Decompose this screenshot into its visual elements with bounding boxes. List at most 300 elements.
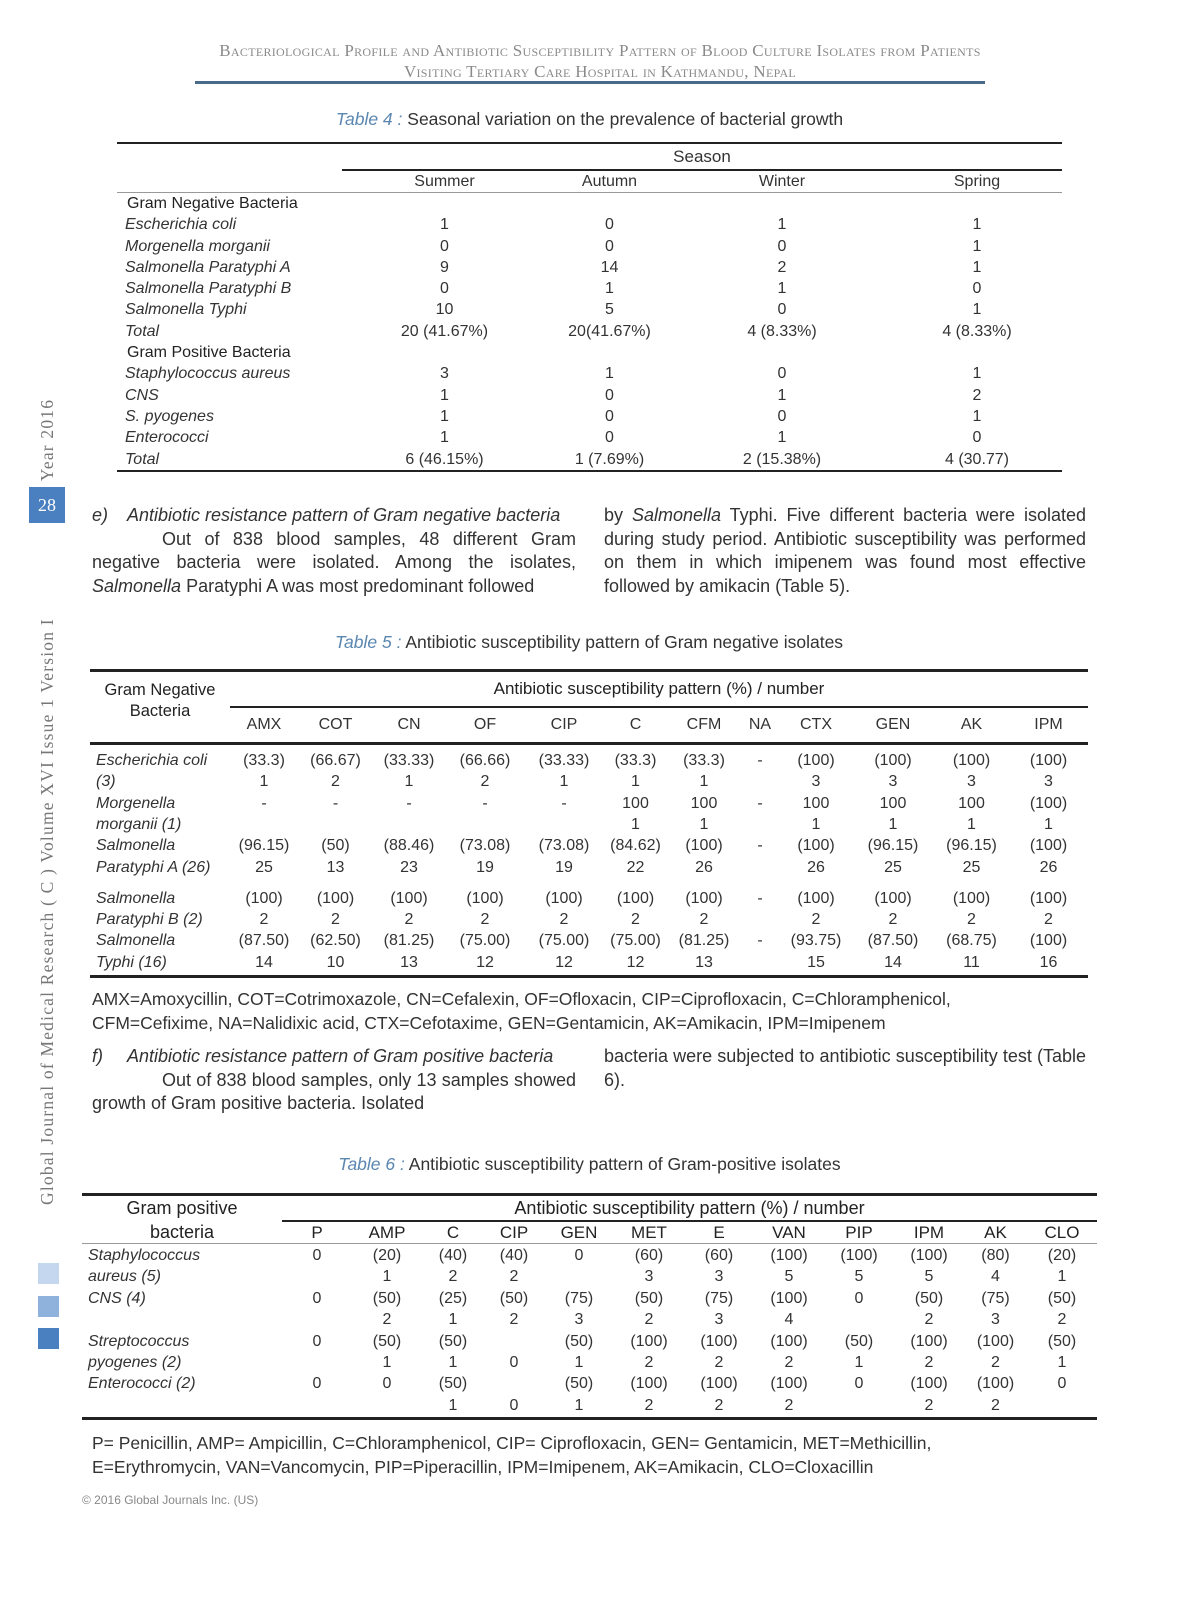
cell: 4 (8.33%) <box>942 322 1012 340</box>
square-medium <box>38 1296 59 1317</box>
cell: (100) <box>1029 889 1068 907</box>
section-f-heading-text: Antibiotic resistance pattern of Gram positive bacteria <box>127 1046 554 1066</box>
cell: (88.46) <box>383 837 435 855</box>
cell: (33.3) <box>683 752 725 769</box>
cell: 0 <box>777 301 787 319</box>
cell <box>352 1395 422 1416</box>
section-e-marker: e) <box>92 505 109 525</box>
table6-col-header: CIP <box>499 1222 529 1242</box>
cell: (100) <box>874 752 912 769</box>
cell <box>824 1395 894 1416</box>
organism-name: Salmonella Paratyphi B <box>125 280 292 298</box>
table4-col-autumn: Autumn <box>581 172 638 190</box>
cell: 0 <box>777 407 787 425</box>
table4-col-spring: Spring <box>953 172 1001 190</box>
running-header-line2: Visiting Tertiary Care Hospital in Kathmandu, Nepal <box>403 62 797 81</box>
table-row <box>117 406 1062 427</box>
cell: (66.67) <box>310 752 361 769</box>
cell: 1 <box>440 216 449 234</box>
cell: 10 <box>435 301 454 319</box>
section-f-col2: bacteria were subjected to antibiotic susceptibility test (Table 6). <box>604 1046 1086 1090</box>
cell: (100) <box>630 1332 668 1350</box>
paragraph-text: Typhi. Five different bacteria were isolated during study period. Antibiotic susceptibility was performed on them in which imipenem was found most effective followed by amikacin (Table 5). <box>604 505 1086 596</box>
cell: 3 <box>888 773 898 791</box>
cell: 1 <box>448 1354 458 1371</box>
organism-name: Escherichia coli <box>96 752 208 769</box>
section-e-heading-text: Antibiotic resistance pattern of Gram negative bacteria <box>127 505 561 525</box>
cell: 1 <box>382 1354 392 1371</box>
cell: 3 <box>440 365 449 383</box>
organism-name: S. pyogenes <box>125 407 214 425</box>
cell: (100) <box>390 889 428 907</box>
table-row <box>82 1266 1097 1287</box>
cell: (50) <box>1047 1289 1077 1307</box>
cell: (73.08) <box>538 837 590 855</box>
organism-name: CNS <box>125 386 159 404</box>
table-row <box>82 1309 1097 1330</box>
table6-title: Antibiotic susceptibility pattern of Gram-positive isolates <box>408 1154 841 1174</box>
section-e-paragraph <box>92 528 576 599</box>
cell <box>373 814 445 835</box>
table6-col-header: P <box>311 1222 323 1242</box>
cell: 2 <box>644 1311 654 1329</box>
cell: (50) <box>438 1375 468 1393</box>
cell: 6 (46.15%) <box>405 450 484 468</box>
cell: 2 <box>259 911 269 929</box>
paragraph-text: Out of 838 blood samples, 48 different Gram negative bacteria were isolated. Among the isolates, <box>92 528 576 572</box>
cell: (100) <box>770 1247 808 1264</box>
organism-name: Salmonella <box>96 889 176 907</box>
cell: 0 <box>605 429 614 447</box>
cell: 1 <box>811 815 821 833</box>
table-row <box>90 793 1088 814</box>
table4-title: Seasonal variation on the prevalence of bacterial growth <box>407 109 844 129</box>
cell: 1 <box>605 280 614 298</box>
cell: 1 <box>777 280 787 298</box>
table4 <box>117 142 1062 472</box>
cell: (80) <box>981 1247 1010 1264</box>
cell: (100) <box>910 1332 948 1350</box>
section-f-marker: f) <box>92 1046 103 1066</box>
cell <box>484 1373 544 1394</box>
organism-name: Salmonella Paratyphi A <box>125 258 291 276</box>
cell: 0 <box>440 237 449 255</box>
table6 <box>82 1193 1097 1244</box>
cell: (100) <box>976 1375 1015 1393</box>
cell: 2 <box>784 1354 794 1371</box>
cell: 1 <box>559 773 569 791</box>
cell: 2 <box>382 1311 392 1329</box>
cell: 1 (7.69%) <box>574 450 645 468</box>
table-row <box>117 428 1062 449</box>
cell: 13 <box>400 953 418 971</box>
cell: 2 <box>924 1396 934 1414</box>
cell <box>824 1309 894 1330</box>
cell: 12 <box>626 953 645 971</box>
cell <box>230 814 298 835</box>
cell: 1 <box>574 1396 584 1414</box>
cell: 1 <box>972 237 982 255</box>
organism-name: Staphylococcus aureus <box>125 365 291 383</box>
cell: (100) <box>770 1332 808 1350</box>
cell: (40) <box>499 1247 529 1264</box>
cell: 0 <box>509 1396 519 1414</box>
cell: 100 <box>879 794 907 812</box>
cell: 0 <box>605 237 614 255</box>
cell: (50) <box>372 1332 402 1350</box>
cell: (100) <box>700 1332 738 1350</box>
cell: 3 <box>714 1268 724 1286</box>
total-label: Total <box>125 450 160 468</box>
organism-name: Paratyphi B (2) <box>96 911 203 929</box>
cell: 2 <box>480 773 490 791</box>
cell: 1 <box>777 429 787 447</box>
cell: 2 <box>924 1354 934 1371</box>
table6-col-header: CLO <box>1044 1222 1080 1242</box>
table5-caption <box>90 632 1088 653</box>
organism-name: Staphylococcus <box>88 1247 201 1264</box>
cell: 15 <box>807 953 825 971</box>
cell: (75.00) <box>459 932 511 950</box>
page-number: 28 <box>29 487 65 523</box>
table5-col-header: IPM <box>1034 715 1063 733</box>
cell: 0 <box>777 237 787 255</box>
cell: (50) <box>438 1332 468 1350</box>
cell: 5 <box>854 1268 864 1286</box>
cell: 1 <box>699 815 709 833</box>
cell: (100) <box>797 837 835 855</box>
table-row <box>90 835 1088 856</box>
cell <box>282 1395 352 1416</box>
cell: (50) <box>564 1332 594 1350</box>
cell: 2 <box>404 911 414 929</box>
cell: 2 <box>967 911 976 929</box>
cell: 2 <box>991 1354 1000 1371</box>
table6-col-header: E <box>713 1222 725 1242</box>
cell: 2 <box>509 1268 519 1286</box>
organism-name: (3) <box>96 773 116 791</box>
cell: (100) <box>797 752 835 769</box>
cell: 1 <box>448 1396 458 1414</box>
organism-name: Salmonella Typhi <box>125 301 247 319</box>
cell: 1 <box>972 407 982 425</box>
cell: (100) <box>976 1332 1015 1350</box>
cell: 0 <box>854 1289 864 1307</box>
cell: (50) <box>844 1332 874 1350</box>
cell: 2 <box>1044 911 1053 929</box>
table5-col-header: CTX <box>800 715 832 733</box>
cell: (100) <box>1029 932 1068 950</box>
cell <box>1027 1395 1097 1416</box>
cell: 3 <box>811 773 821 791</box>
cell: (100) <box>685 837 723 855</box>
cell: 11 <box>963 953 980 971</box>
section-e-col1 <box>92 504 576 598</box>
cell: 26 <box>807 858 825 876</box>
cell: 2 <box>644 1354 654 1371</box>
cell: (33.3) <box>243 752 285 769</box>
sidebar-journal-text: Global Journal of Medical Research ( C ) Volume XVI Issue 1 Version I <box>37 618 57 1205</box>
table5-abbreviations <box>92 988 1092 1035</box>
organism-name <box>82 1309 282 1330</box>
table6-abbreviations <box>92 1432 1092 1479</box>
table-row <box>90 771 1088 792</box>
cell: 3 <box>714 1311 724 1329</box>
cell <box>740 909 780 930</box>
cell: (81.25) <box>383 932 435 950</box>
table6-row-header-1: Gram positive <box>126 1198 238 1218</box>
cell: 0 <box>972 280 982 298</box>
cell: 1 <box>1057 1268 1067 1286</box>
cell: 0 <box>312 1332 322 1350</box>
cell: (25) <box>438 1289 468 1307</box>
cell: - <box>261 794 267 812</box>
sidebar-year: Year 2016 <box>37 398 57 482</box>
cell: 26 <box>695 858 713 876</box>
organism-name: Morgenella morganii <box>125 237 270 255</box>
cell: (100) <box>466 889 504 907</box>
organism-name: Paratyphi A (26) <box>96 858 211 876</box>
organism-name: aureus (5) <box>88 1268 161 1286</box>
cell: 26 <box>1039 858 1058 876</box>
cell: (40) <box>438 1247 468 1264</box>
cell: (100) <box>874 889 912 907</box>
table6-col-header: MET <box>631 1222 667 1242</box>
cell: (75) <box>704 1289 734 1307</box>
table-row <box>82 1331 1097 1352</box>
cell: 2 <box>631 911 640 929</box>
table5-title: Antibiotic susceptibility pattern of Gram negative isolates <box>405 632 844 652</box>
table5-col-header: AMX <box>246 715 282 733</box>
cell: 0 <box>605 216 614 234</box>
cell: 20 (41.67%) <box>400 322 489 340</box>
table-bottom-rule <box>82 1417 1097 1420</box>
table-row <box>90 930 1088 951</box>
cell: (100) <box>700 1375 738 1393</box>
cell: 1 <box>854 1354 864 1371</box>
cell: (60) <box>704 1247 734 1264</box>
cell: 0 <box>605 386 614 404</box>
running-header-line1: Bacteriological Profile and Antibiotic Susceptibility Pattern of Blood Culture Isolates from Patients <box>219 41 981 60</box>
cell <box>740 814 780 835</box>
cell: (96.15) <box>867 837 919 855</box>
table-row <box>117 300 1062 321</box>
cell: (100) <box>1029 837 1068 855</box>
cell: 100 <box>802 794 830 812</box>
table6-col-header: GEN <box>560 1222 598 1242</box>
cell: 2 <box>644 1396 654 1414</box>
cell: 14 <box>255 953 273 971</box>
cell <box>740 857 780 878</box>
table5-col-header: CN <box>397 715 421 733</box>
cell: 2 <box>924 1311 934 1329</box>
paragraph-text: Paratyphi A was most predominant followed <box>181 575 535 596</box>
table4-col-summer: Summer <box>414 172 475 190</box>
cell <box>525 814 603 835</box>
cell: 14 <box>884 953 902 971</box>
table5-col-header: COT <box>318 715 353 733</box>
table-total-row <box>117 321 1062 342</box>
table-row <box>117 257 1062 278</box>
cell: 23 <box>400 858 418 876</box>
table-row <box>82 1373 1097 1394</box>
cell: 1 <box>382 1268 392 1286</box>
section-e-heading <box>92 504 576 528</box>
cell: 100 <box>690 794 718 812</box>
cell: 4 (8.33%) <box>747 322 817 340</box>
cell: 1 <box>631 815 640 833</box>
cell: - <box>757 794 763 812</box>
organism-name: Escherichia coli <box>125 216 237 234</box>
cell: 1 <box>777 386 787 404</box>
table6-row-header-2: bacteria <box>149 1221 215 1242</box>
cell: 2 (15.38%) <box>742 450 822 468</box>
table4-group-gram-positive: Gram Positive Bacteria <box>127 344 291 362</box>
cell: (96.15) <box>946 837 997 855</box>
header-rule <box>195 81 985 84</box>
cell: 3 <box>991 1311 1000 1329</box>
cell: 2 <box>448 1268 458 1286</box>
cell: 1 <box>972 365 982 383</box>
cell: 1 <box>967 815 976 833</box>
cell: (75) <box>981 1289 1010 1307</box>
cell: (100) <box>630 1375 668 1393</box>
cell: 2 <box>331 911 340 929</box>
cell: 0 <box>777 365 787 383</box>
cell: (20) <box>372 1247 402 1264</box>
table6-label: Table 6 : <box>338 1154 405 1174</box>
abbreviations-line: CFM=Cefixime, NA=Nalidixic acid, CTX=Cefotaxime, GEN=Gentamicin, AK=Amikacin, IPM=Imipenem <box>92 1012 886 1033</box>
table6-col-header: C <box>446 1222 460 1242</box>
cell: (62.50) <box>310 932 361 950</box>
cell: (96.15) <box>238 837 290 855</box>
cell: 3 <box>1044 773 1053 791</box>
table-row <box>90 814 1088 835</box>
table-row <box>117 278 1062 299</box>
organism-name: pyogenes (2) <box>88 1354 182 1371</box>
table-row <box>117 215 1062 236</box>
table6-group-header: Antibiotic susceptibility pattern (%) / number <box>282 1195 1097 1222</box>
table4-group-gram-negative: Gram Negative Bacteria <box>127 194 298 212</box>
cell: 1 <box>404 773 414 791</box>
cell: 2 <box>509 1311 519 1329</box>
cell: (100) <box>1029 794 1068 812</box>
table4-season-header: Season <box>342 143 1062 170</box>
footer-copyright: © 2016 Global Journals Inc. (US) <box>82 1493 259 1507</box>
cell: 0 <box>605 407 614 425</box>
cell: 3 <box>967 773 976 791</box>
cell: (100) <box>245 889 283 907</box>
cell: (33.33) <box>383 752 435 769</box>
table5-group-header: Antibiotic susceptibility pattern (%) / number <box>230 671 1088 708</box>
cell: 1 <box>259 773 269 791</box>
cell: 2 <box>559 911 569 929</box>
table4-col-winter: Winter <box>758 172 806 190</box>
table6-col-header: AK <box>984 1222 1007 1242</box>
cell: 5 <box>924 1268 934 1286</box>
cell: 1 <box>972 258 982 276</box>
organism-name: Salmonella <box>96 932 176 950</box>
organism-name: Enterococci (2) <box>88 1375 196 1393</box>
table-row <box>82 1245 1097 1266</box>
cell: 2 <box>1057 1311 1067 1329</box>
cell: - <box>757 889 763 907</box>
cell: - <box>406 794 412 812</box>
cell: 3 <box>644 1268 654 1286</box>
table4-caption <box>117 109 1062 130</box>
table-row <box>117 385 1062 406</box>
cell: 1 <box>699 773 709 791</box>
abbreviations-line: AMX=Amoxycillin, COT=Cotrimoxazole, CN=Cefalexin, OF=Ofloxacin, CIP=Ciprofloxacin, C=Chloramphenicol, <box>92 989 951 1009</box>
cell: 2 <box>699 911 709 929</box>
cell: (100) <box>952 752 991 769</box>
table-row <box>90 857 1088 878</box>
table5-label: Table 5 : <box>334 632 402 652</box>
cell: (75.00) <box>610 932 661 950</box>
cell: 1 <box>972 216 982 234</box>
square-dark <box>38 1328 59 1349</box>
cell: (50) <box>372 1289 402 1307</box>
organism-name: morganii (1) <box>96 815 182 833</box>
cell: (87.50) <box>238 932 290 950</box>
abbreviations-line: P= Penicillin, AMP= Ampicillin, C=Chloramphenicol, CIP= Ciprofloxacin, GEN= Gentamicin, MET=Methicillin, <box>92 1433 932 1453</box>
cell: 0 <box>312 1289 322 1307</box>
table-row <box>117 236 1062 257</box>
cell <box>282 1309 352 1330</box>
cell: (33.33) <box>538 752 590 769</box>
cell: (100) <box>545 889 583 907</box>
organism-name: Enterococci <box>125 429 209 447</box>
cell: (100) <box>316 889 355 907</box>
cell: 2 <box>811 911 821 929</box>
table6-col-header: AMP <box>368 1222 406 1242</box>
cell: 100 <box>958 794 985 812</box>
table-row <box>90 909 1088 930</box>
paragraph-italic: Salmonella <box>631 505 721 525</box>
cell: (100) <box>770 1289 808 1307</box>
table5-row-header: Gram Negative Bacteria <box>104 681 216 720</box>
table5-col-header: C <box>629 715 642 733</box>
paragraph-italic: Salmonella <box>92 575 182 596</box>
cell: 19 <box>555 858 573 876</box>
cell <box>282 1352 352 1373</box>
cell: (33.3) <box>614 752 657 769</box>
cell: (93.75) <box>790 932 842 950</box>
cell: (66.66) <box>459 752 511 769</box>
cell: 4 <box>991 1268 1000 1286</box>
cell: 2 <box>991 1396 1000 1414</box>
organism-name: Morgenella <box>96 794 176 812</box>
cell: 9 <box>440 258 449 276</box>
cell: 1 <box>605 365 614 383</box>
cell: 0 <box>382 1375 392 1393</box>
sidebar-journal-info <box>27 405 67 1205</box>
table-row <box>90 888 1088 909</box>
cell: 1 <box>448 1311 458 1329</box>
cell <box>740 952 780 973</box>
cell: (68.75) <box>946 932 997 950</box>
table-row <box>90 952 1088 973</box>
cell: 25 <box>962 858 981 876</box>
cell: - <box>561 794 567 812</box>
cell: 0 <box>440 280 449 298</box>
table6-col-header: VAN <box>772 1222 806 1242</box>
section-f-col1 <box>92 1045 576 1116</box>
cell: (50) <box>914 1289 944 1307</box>
table6-col-header: IPM <box>913 1222 945 1242</box>
cell: 13 <box>326 858 345 876</box>
table-row <box>117 364 1062 385</box>
